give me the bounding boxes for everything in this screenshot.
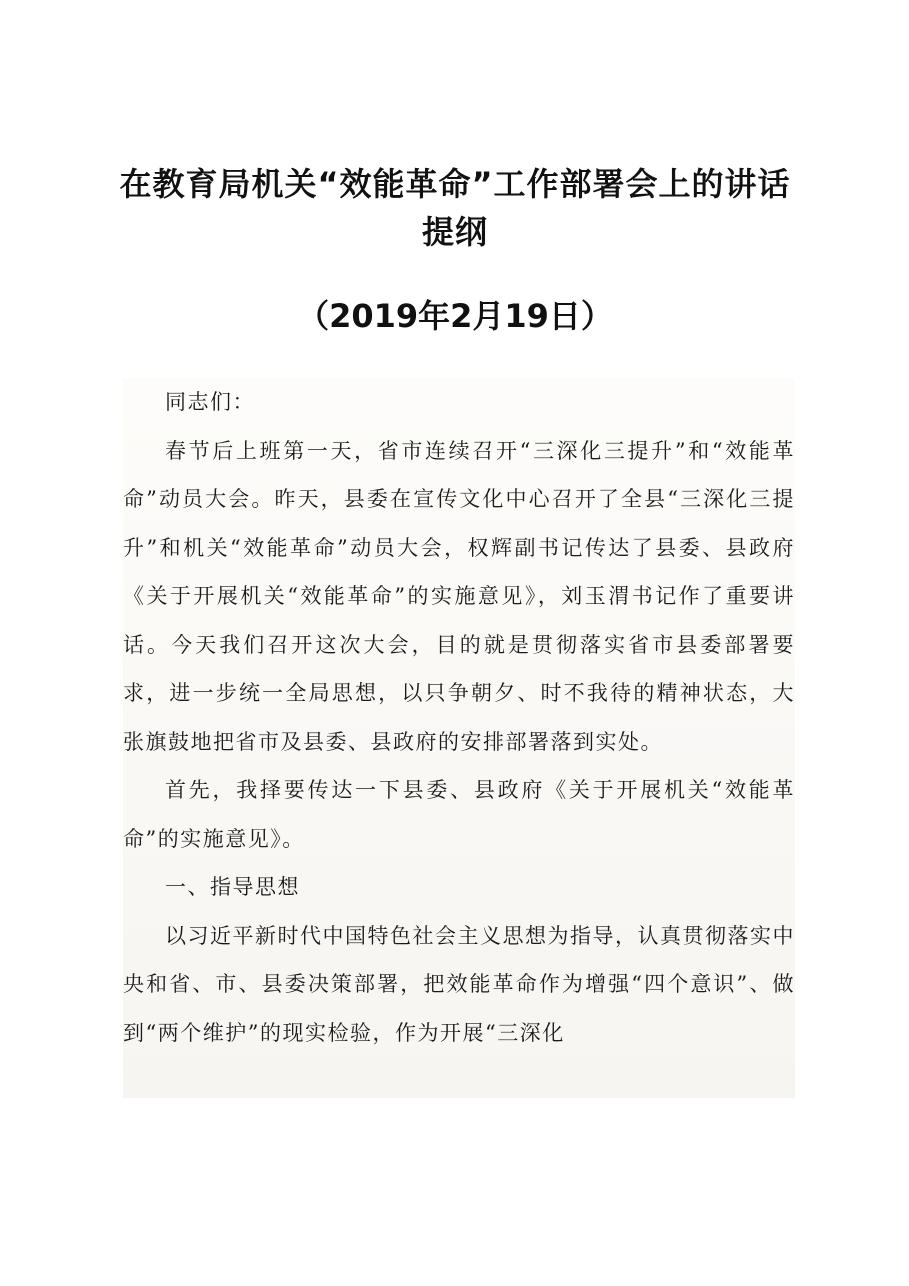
- paragraph: 首先，我择要传达一下县委、县政府《关于开展机关“效能革命”的实施意见》。: [123, 778, 795, 851]
- paragraph: 春节后上班第一天，省市连续召开“三深化三提升”和“效能革命”动员大会。昨天，县委在宣传文化中心召开了全县“三深化三提升”和机关“效能革命”动员大会，权辉副书记传达了县委、县政府《关于开展机关“效能革命”的实施意见》，刘玉渭书记作了重要讲话。今天我们召开这次大会，目的就是贯彻落实省市县委部署要求，进一步统一全局思想，以只争朝夕、时不我待的精神状态，大张旗鼓地把省市及县委、县政府的安排部署落到实处。: [123, 438, 795, 754]
- document-date: （2019年2月19日）: [297, 297, 613, 335]
- section-heading: 一、指导思想: [165, 875, 300, 899]
- paragraph: 以习近平新时代中国特色社会主义思想为指导，认真贯彻落实中央和省、市、县委决策部署，把效能革命作为增强“四个意识”、做到“两个维护”的现实检验，作为开展“三深化: [123, 923, 795, 1045]
- document-title: 在教育局机关“效能革命”工作部署会上的讲话提纲: [119, 165, 791, 251]
- document-body: [123, 378, 795, 1098]
- paragraph-salutation: 同志们：: [165, 390, 255, 414]
